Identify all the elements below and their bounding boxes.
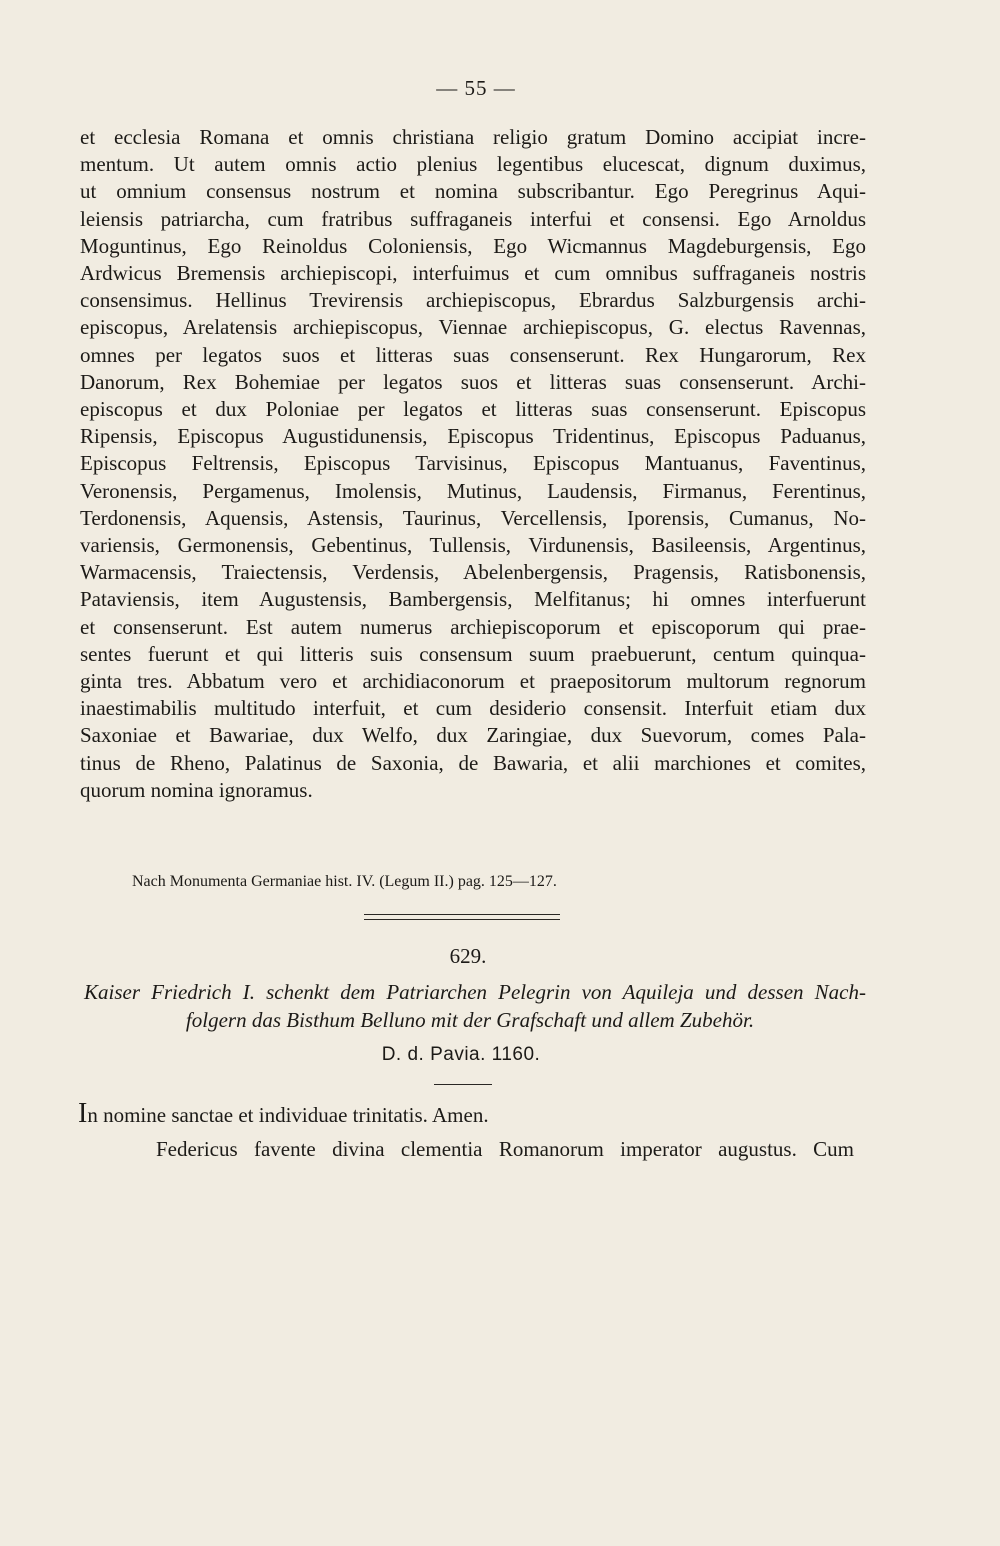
body-line: Ardwicus Bremensis archiepiscopi, interfuimus et cum omnibus suffraganeis nostris [80,261,866,286]
body-line: Pataviensis, item Augustensis, Bambergensis, Melfitanus; hi omnes interfuerunt [80,587,866,612]
document-heading [84,978,866,1034]
body-line: episcopus et dux Poloniae per legatos et litteras suas consenserunt. Episcopus [80,397,866,422]
body-line: inaestimabilis multitudo interfuit, et cum desiderio consensit. Interfuit etiam dux [80,696,866,721]
body-line: Saxoniae et Bawariae, dux Welfo, dux Zaringiae, dux Suevorum, comes Pala- [80,723,866,748]
body-line: mentum. Ut autem omnis actio plenius legentibus elucescat, dignum duximus, [80,152,866,177]
source-citation: Nach Monumenta Germaniae hist. IV. (Legum II.) pag. 125—127. [132,873,557,890]
dateline: D. d. Pavia. 1160. [381,1044,541,1065]
initial-letter: I [78,1098,88,1129]
body-line: episcopus, Arelatensis archiepiscopus, Viennae archiepiscopus, G. electus Ravennas, [80,315,866,340]
body-text [80,124,866,804]
heading-line: Kaiser Friedrich I. schenkt dem Patriarchen Pelegrin von Aquileja und dessen Nach- [84,980,866,1004]
body-line: et ecclesia Romana et omnis christiana religio gratum Domino accipiat incre- [80,125,866,149]
document-number: 629. [449,944,487,968]
body-line: Ripensis, Episcopus Augustidunensis, Episcopus Tridentinus, Episcopus Paduanus, [80,424,866,449]
body-line: tinus de Rheno, Palatinus de Saxonia, de Bawaria, et alii marchiones et comites, [80,750,866,775]
body-line: Moguntinus, Ego Reinoldus Coloniensis, Ego Wicmannus Magdeburgensis, Ego [80,233,866,258]
body-line: variensis, Germonensis, Gebentinus, Tullensis, Virdunensis, Basileensis, Argentinus, [80,533,866,558]
body-line: consensimus. Hellinus Trevirensis archiepiscopus, Ebrardus Salzburgensis archi- [80,288,866,313]
body-line: sentes fuerunt et qui litteris suis consensum suum praebuerunt, centum quinqua- [80,641,866,666]
charter-opening-text: n nomine sanctae et individuae trinitatis. Amen. [87,1103,489,1127]
body-line: et consenserunt. Est autem numerus archiepiscoporum et episcoporum qui prae- [80,614,866,639]
body-line: Warmacensis, Traiectensis, Verdensis, Abelenbergensis, Pragensis, Ratisbonensis, [80,560,866,585]
body-line: omnes per legatos suos et litteras suas consenserunt. Rex Hungarorum, Rex [80,342,866,367]
body-line: quorum nomina ignoramus. [80,777,313,802]
charter-opening-line [78,1098,489,1129]
page-number: — 55 — [436,76,516,100]
section-divider [364,914,560,920]
body-line: Terdonensis, Aquensis, Astensis, Taurinus, Vercellensis, Iporensis, Cumanus, No- [80,505,866,530]
body-line: Danorum, Rex Bohemiae per legatos suos et litteras suas consenserunt. Archi- [80,369,866,394]
charter-second-line: Federicus favente divina clementia Romanorum imperator augustus. Cum [156,1137,854,1161]
heading-line: folgern das Bisthum Belluno mit der Grafschaft und allem Zubehör. [185,1008,755,1032]
body-line: leiensis patriarcha, cum fratribus suffraganeis interfui et consensi. Ego Arnoldus [80,206,866,231]
body-line: ut omnium consensus nostrum et nomina subscribantur. Ego Peregrinus Aqui- [80,179,866,204]
dateline-rule [434,1084,492,1085]
body-line: Veronensis, Pergamenus, Imolensis, Mutinus, Laudensis, Firmanus, Ferentinus, [80,478,866,503]
body-line: Episcopus Feltrensis, Episcopus Tarvisinus, Episcopus Mantuanus, Faventinus, [80,451,866,476]
body-line: ginta tres. Abbatum vero et archidiaconorum et praepositorum multorum regnorum [80,669,866,694]
